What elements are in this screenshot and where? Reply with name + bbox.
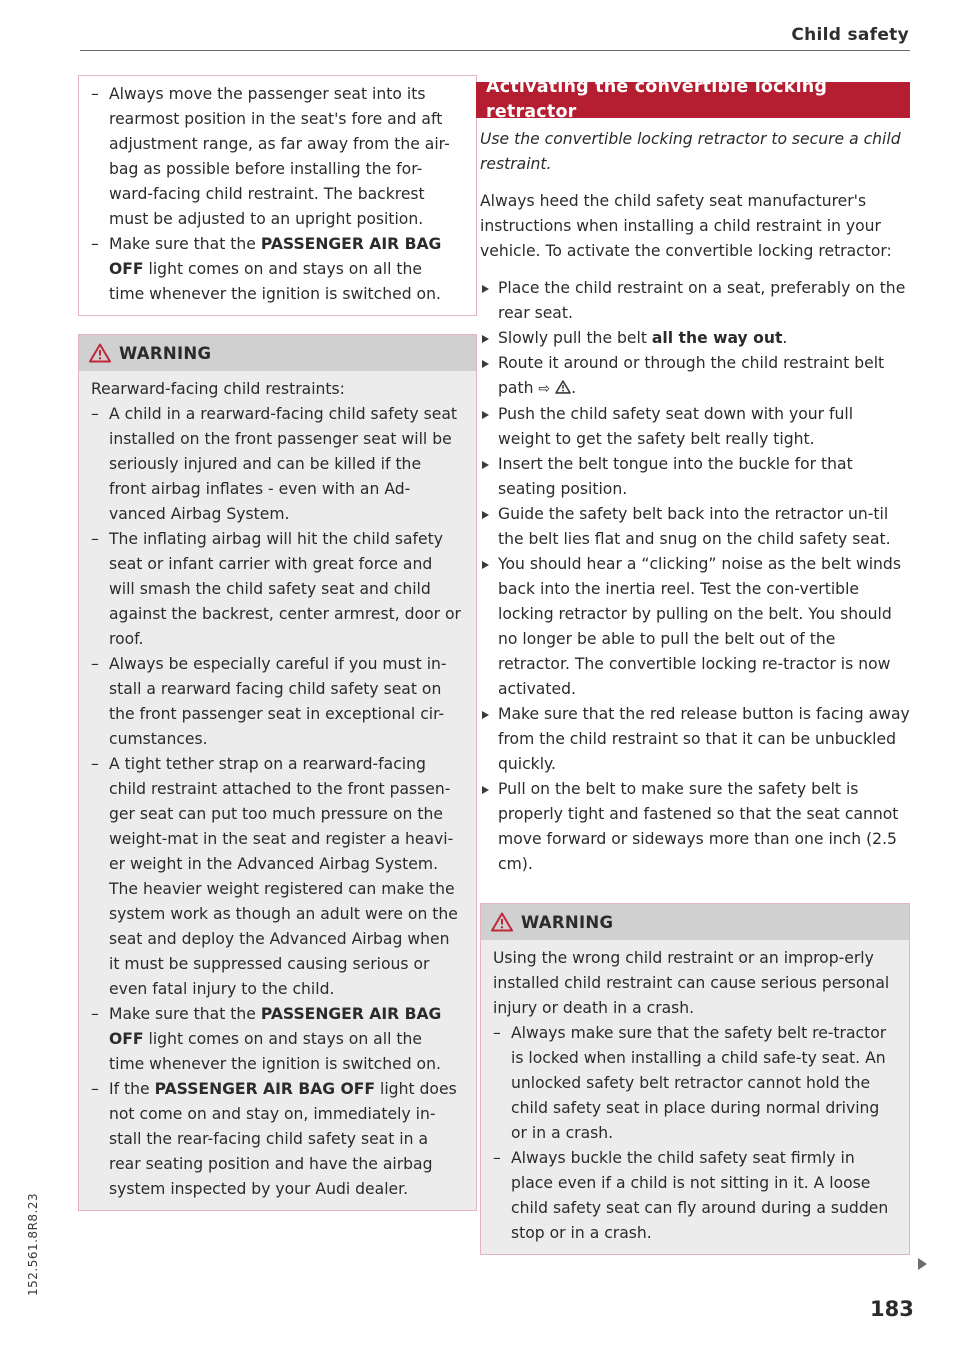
text-segment: Insert the belt tongue into the buckle for that seating position. [498,455,853,498]
emphasis-text: PASSENGER AIR BAG OFF [109,235,442,278]
text-segment: You should hear a “clicking” noise as the belt winds back into the inertia reel. Test the con-vertible locking retractor by pulling on the belt. You should no longer be able to pull the belt out of the retractor. The convertible locking re-tractor is now activated. [498,555,901,698]
list-item [91,402,462,527]
section-heading-bar: Activating the convertible locking retractor [476,82,910,118]
step-item [480,777,910,877]
intro-text: Use the convertible locking retractor to secure a child restraint. [480,130,901,173]
step-list [480,276,910,877]
warning-body [481,940,909,1254]
list-item [91,752,462,1002]
note-box [78,75,477,316]
warning-box-left [78,334,477,1211]
left-column [78,75,477,1211]
step-item [480,402,910,452]
header-rule [80,50,910,51]
list-item [91,232,462,307]
emphasis-text: PASSENGER AIR BAG OFF [109,1005,442,1048]
text-segment: Make sure that the red release button is facing away from the child restraint so that it can be unbuckled quickly. [498,705,910,773]
step-item [480,452,910,502]
step-item [480,702,910,777]
list-item [91,527,462,652]
list-item [91,652,462,752]
warning-intro: Using the wrong child restraint or an improp-erly installed child restraint can cause serious personal injury or death in a crash. [493,949,890,1017]
emphasis-text: all the way out [651,329,783,347]
list-item [91,1077,462,1202]
warning-triangle-icon [555,377,571,391]
text-segment: Always be especially careful if you must in-stall a rearward facing child safety seat on the front passenger seat in exceptional cir-cumstances. [109,655,447,748]
text-segment: light comes on and stays on all the time whenever the ignition is switched on. [109,1030,441,1073]
step-item [480,276,910,326]
text-segment: Always make sure that the safety belt re-tractor is locked when installing a child safe-ty seat. An unlocked safety belt retractor cannot hold the child safety seat in place during normal driving or in a crash. [511,1024,887,1142]
text-segment: Slowly pull the belt [498,329,652,347]
step-item [480,502,910,552]
section-title: Child safety [791,25,909,45]
note-list [91,82,462,307]
text-segment: . [782,329,788,347]
warning-title: WARNING [521,912,614,932]
text-segment: Guide the safety belt back into the retractor un-til the belt lies flat and snug on the child safety seat. [498,505,891,548]
emphasis-text: PASSENGER AIR BAG OFF [154,1080,376,1098]
text-segment: Always move the passenger seat into its rearmost position in the seat's fore and aft adjustment range, as far away from the air-bag as possible before installing the for-ward-facing child restraint. The backrest must be adjusted to an upright position. [109,85,450,228]
text-segment: Make sure that the [109,1005,261,1023]
text-segment: Pull on the belt to make sure the safety belt is properly tight and fastened so that the seat cannot move forward or sideways more than one inch (2.5 cm). [498,780,899,873]
warning-list [493,1021,895,1246]
list-item [91,82,462,232]
step-item [480,326,910,351]
step-item [480,552,910,702]
warning-header [79,335,476,371]
text-segment: Push the child safety seat down with your full weight to get the safety belt really tight. [498,405,854,448]
step-item [480,351,910,402]
text-segment: A child in a rearward-facing child safety seat installed on the front passenger seat will be seriously injured and can be killed if the front airbag inflates - even with an Ad-vanced Airbag System. [109,405,458,523]
text-segment: A tight tether strap on a rearward-facing child restraint attached to the front passen-ger seat can put too much pressure on the weight-mat in the seat and register a heavi-er weight in the Advanced Airbag System. The heavier weight registered can make the system work as though an adult were on the seat and deploy the Advanced Airbag when it must be suppressed causing serious or even fatal injury to the child. [109,755,458,998]
list-item [493,1146,895,1246]
warning-header [481,904,909,940]
text-segment: Always buckle the child safety seat firmly in place even if a child is not sitting in it. A loose child safety seat can fly around during a sudden stop or in a crash. [511,1149,889,1242]
text-segment: light comes on and stays on all the time whenever the ignition is switched on. [109,260,441,303]
text-segment: light does not come on and stay on, immediately in-stall the rear-facing child safety seat in a rear seating position and have the airbag system inspected by your Audi dealer. [109,1080,457,1198]
list-item [91,1002,462,1077]
text-segment: Make sure that the [109,235,261,253]
page-number: 183 [870,1297,914,1321]
instruction-paragraph: Always heed the child safety seat manufacturer's instructions when installing a child restraint in your vehicle. To activate the convertible locking retractor: [480,192,892,260]
list-item [493,1021,895,1146]
warning-triangle-icon [491,912,513,932]
warning-triangle-icon [89,343,111,363]
warning-title: WARNING [119,343,212,363]
text-segment: . [571,379,577,397]
margin-code: 152.561.8R8.23 [26,1192,40,1296]
warning-body [79,371,476,1210]
warning-list [91,402,462,1202]
warning-intro: Rearward-facing child restraints: [91,380,345,398]
text-segment: Route it around or through the child restraint belt path [498,354,885,397]
text-segment: Place the child restraint on a seat, preferably on the rear seat. [498,279,906,322]
text-segment: If the [109,1080,155,1098]
cross-reference-arrow-icon: ⇨ [538,381,551,397]
right-column [480,77,910,1255]
warning-box-right [480,903,910,1255]
continue-arrow-icon [918,1258,927,1270]
text-segment: The inflating airbag will hit the child safety seat or infant carrier with great force and will smash the child safety seat and child against the backrest, center armrest, door or roof. [109,530,461,648]
